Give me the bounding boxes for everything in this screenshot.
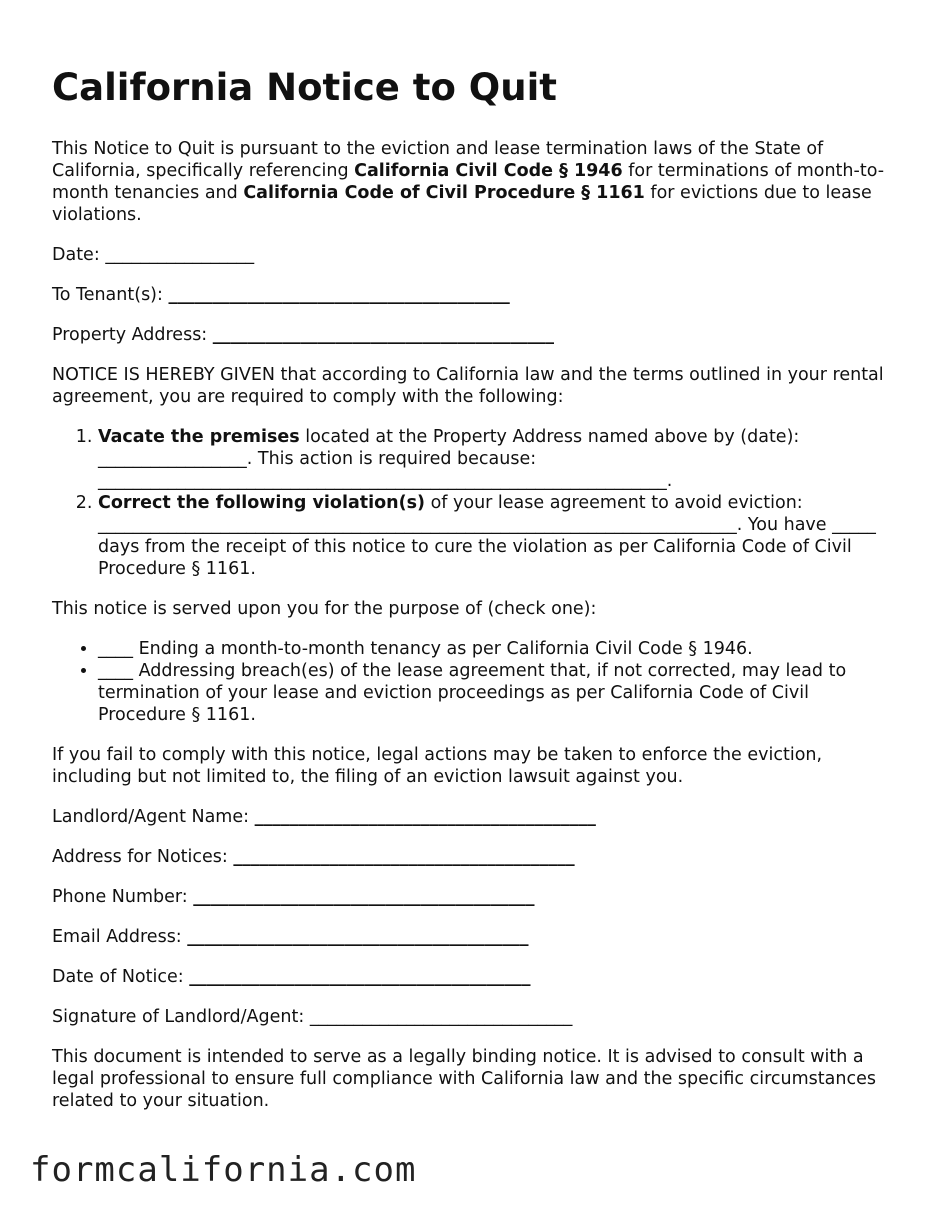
list-item: • ____ Ending a month-to-month tenancy as per California Civil Code § 1946. — [98, 638, 892, 660]
phone-label: Phone Number: — [52, 887, 188, 907]
property-address-label: Property Address: — [52, 325, 208, 345]
property-address-field[interactable] — [52, 324, 892, 346]
purpose-options-list — [52, 638, 892, 726]
closing-paragraph: This document is intended to serve as a legally binding notice. It is advised to consult with a legal professional to ensure full compliance with California law and the specific circumstances related to your situation. — [52, 1047, 876, 1111]
list-item: • ____ Addressing breach(es) of the lease agreement that, if not corrected, may lead to termination of your lease and eviction proceedings as per California Code of Civil Procedure § 1161. — [98, 660, 892, 726]
item-heading: Vacate the premises — [98, 427, 300, 447]
signature-label: Signature of Landlord/Agent: — [52, 1007, 305, 1027]
date-field[interactable] — [52, 244, 892, 266]
purpose-paragraph: This notice is served upon you for the purpose of (check one): — [52, 599, 597, 619]
civil-code-reference: California Civil Code § 1946 — [354, 161, 623, 181]
date-label: Date: — [52, 245, 100, 265]
notice-address-label: Address for Notices: — [52, 847, 228, 867]
intro-text-1: This Notice to Quit is pursuant to the eviction and lease termination laws of the State of California, specifically referencing — [52, 139, 824, 181]
list-item — [98, 426, 892, 492]
phone-blank[interactable]: _______________________________________ — [193, 887, 535, 907]
notice-date-label: Date of Notice: — [52, 967, 184, 987]
email-field[interactable] — [52, 926, 892, 948]
landlord-name-label: Landlord/Agent Name: — [52, 807, 250, 827]
tenant-blank[interactable]: _______________________________________ — [168, 285, 510, 305]
tenant-field[interactable] — [52, 284, 892, 306]
intro-text-2: for terminations of month-to-month tenancies and — [52, 161, 885, 203]
landlord-name-field[interactable] — [52, 806, 892, 828]
landlord-name-blank[interactable]: _______________________________________ — [254, 807, 596, 827]
document-page — [52, 64, 892, 1130]
signature-blank[interactable]: ______________________________ — [309, 1007, 573, 1027]
ccp-reference: California Code of Civil Procedure § 1161 — [243, 183, 645, 203]
item-text: located at the Property Address named above by (date): _________________. This action is required because: _________________________________________________________________. — [98, 427, 800, 491]
notice-address-field[interactable] — [52, 846, 892, 868]
email-label: Email Address: — [52, 927, 182, 947]
phone-field[interactable] — [52, 886, 892, 908]
date-blank[interactable]: _________________ — [105, 245, 255, 265]
notice-date-field[interactable] — [52, 966, 892, 988]
notice-date-blank[interactable]: _______________________________________ — [189, 967, 531, 987]
item-heading: Correct the following violation(s) — [98, 493, 426, 513]
item-text: of your lease agreement to avoid eviction: _________________________________________________________________________. You have _____ days from the receipt of this notice to cure the violation as per California Code of Civil Procedure § 1161. — [98, 493, 876, 579]
email-blank[interactable]: _______________________________________ — [187, 927, 529, 947]
fail-paragraph: If you fail to comply with this notice, legal actions may be taken to enforce the eviction, including but not limited to, the filing of an eviction lawsuit against you. — [52, 745, 823, 787]
page-title: California Notice to Quit — [52, 66, 557, 109]
list-item — [98, 492, 892, 580]
property-address-blank[interactable]: _______________________________________ — [212, 325, 555, 345]
intro-text-3: for evictions due to lease violations. — [52, 183, 872, 225]
intro-paragraph — [52, 138, 892, 226]
signature-field[interactable] — [52, 1006, 892, 1028]
notice-address-blank[interactable]: _______________________________________ — [233, 847, 575, 867]
requirements-list — [52, 426, 892, 580]
site-watermark: formcalifornia.com — [30, 1150, 417, 1190]
notice-paragraph: NOTICE IS HEREBY GIVEN that according to California law and the terms outlined in your rental agreement, you are required to comply with the following: — [52, 365, 884, 407]
tenant-label: To Tenant(s): — [52, 285, 163, 305]
